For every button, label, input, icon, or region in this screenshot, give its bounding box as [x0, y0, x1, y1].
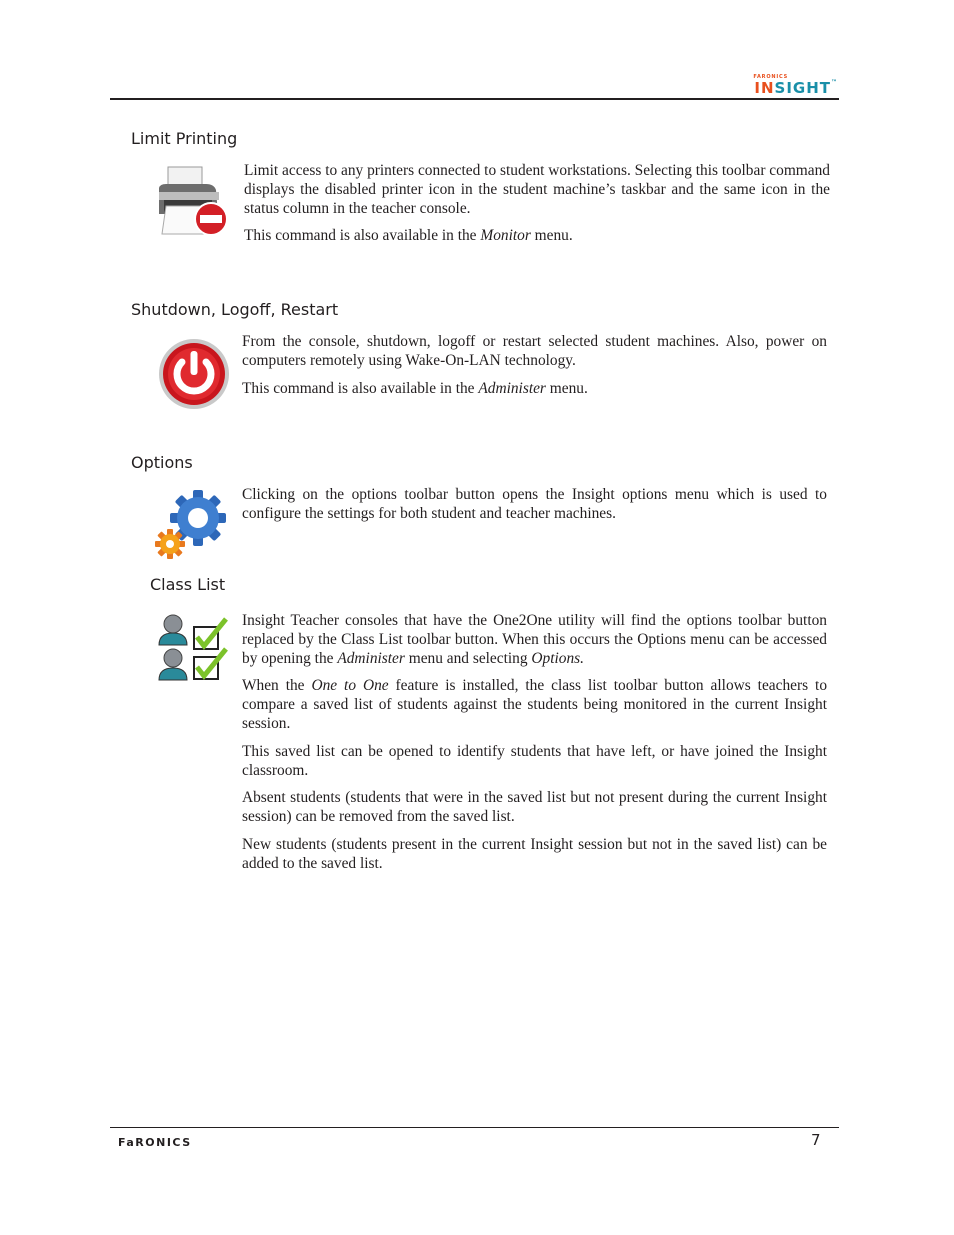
header-rule [110, 98, 839, 100]
printer-disabled-icon [156, 164, 232, 243]
shutdown-para-2: This command is also available in the Administer menu. [242, 380, 588, 397]
power-icon [158, 338, 230, 415]
class-list-para-2: When the One to One feature is installed, the class list toolbar button allows teachers to compare a saved list of students against the students being monitored in the current Insight session. [242, 677, 828, 732]
insight-logo [753, 74, 838, 97]
options-para-1: Clicking on the options toolbar button opens the Insight options menu which is used to configure the settings for both student and teacher machines. [242, 486, 827, 522]
class-list-icon [156, 613, 230, 690]
logo-insight: INSIGHT™ [754, 79, 838, 97]
limit-printing-para-1: Limit access to any printers connected to student workstations. Selecting this toolbar command displays the disabled printer icon in the student machine’s taskbar and the same icon in the status column in the teacher console. [244, 162, 830, 217]
limit-printing-para-2: This command is also available in the Monitor menu. [244, 227, 573, 244]
shutdown-para-1: From the console, shutdown, logoff or restart selected student machines. Also, power on computers remotely using Wake-On-LAN technology. [242, 333, 827, 369]
page-number: 7 [811, 1131, 821, 1149]
class-list-para-3: This saved list can be opened to identify students that have left, or have joined the Insight classroom. [242, 743, 827, 779]
gears-icon [154, 490, 230, 565]
class-list-para-5: New students (students present in the current Insight session but not in the saved list) can be added to the saved list. [242, 836, 827, 872]
logo-faronics-small: FARONICS [753, 74, 788, 80]
footer-faronics-logo: FaRONICS [118, 1136, 192, 1149]
footer-rule [110, 1127, 839, 1128]
class-list-para-4: Absent students (students that were in the saved list but not present during the current Insight session) can be removed from the saved list. [242, 789, 827, 825]
heading-shutdown: Shutdown, Logoff, Restart [131, 300, 339, 319]
heading-class-list: Class List [150, 575, 226, 594]
heading-options: Options [131, 453, 193, 472]
class-list-para-1: Insight Teacher consoles that have the One2One utility will find the options toolbar button replaced by the Class List toolbar button. When this occurs the Options menu can be accessed by opening the Administer menu and selecting Options. [242, 612, 827, 667]
heading-limit-printing: Limit Printing [131, 129, 238, 148]
